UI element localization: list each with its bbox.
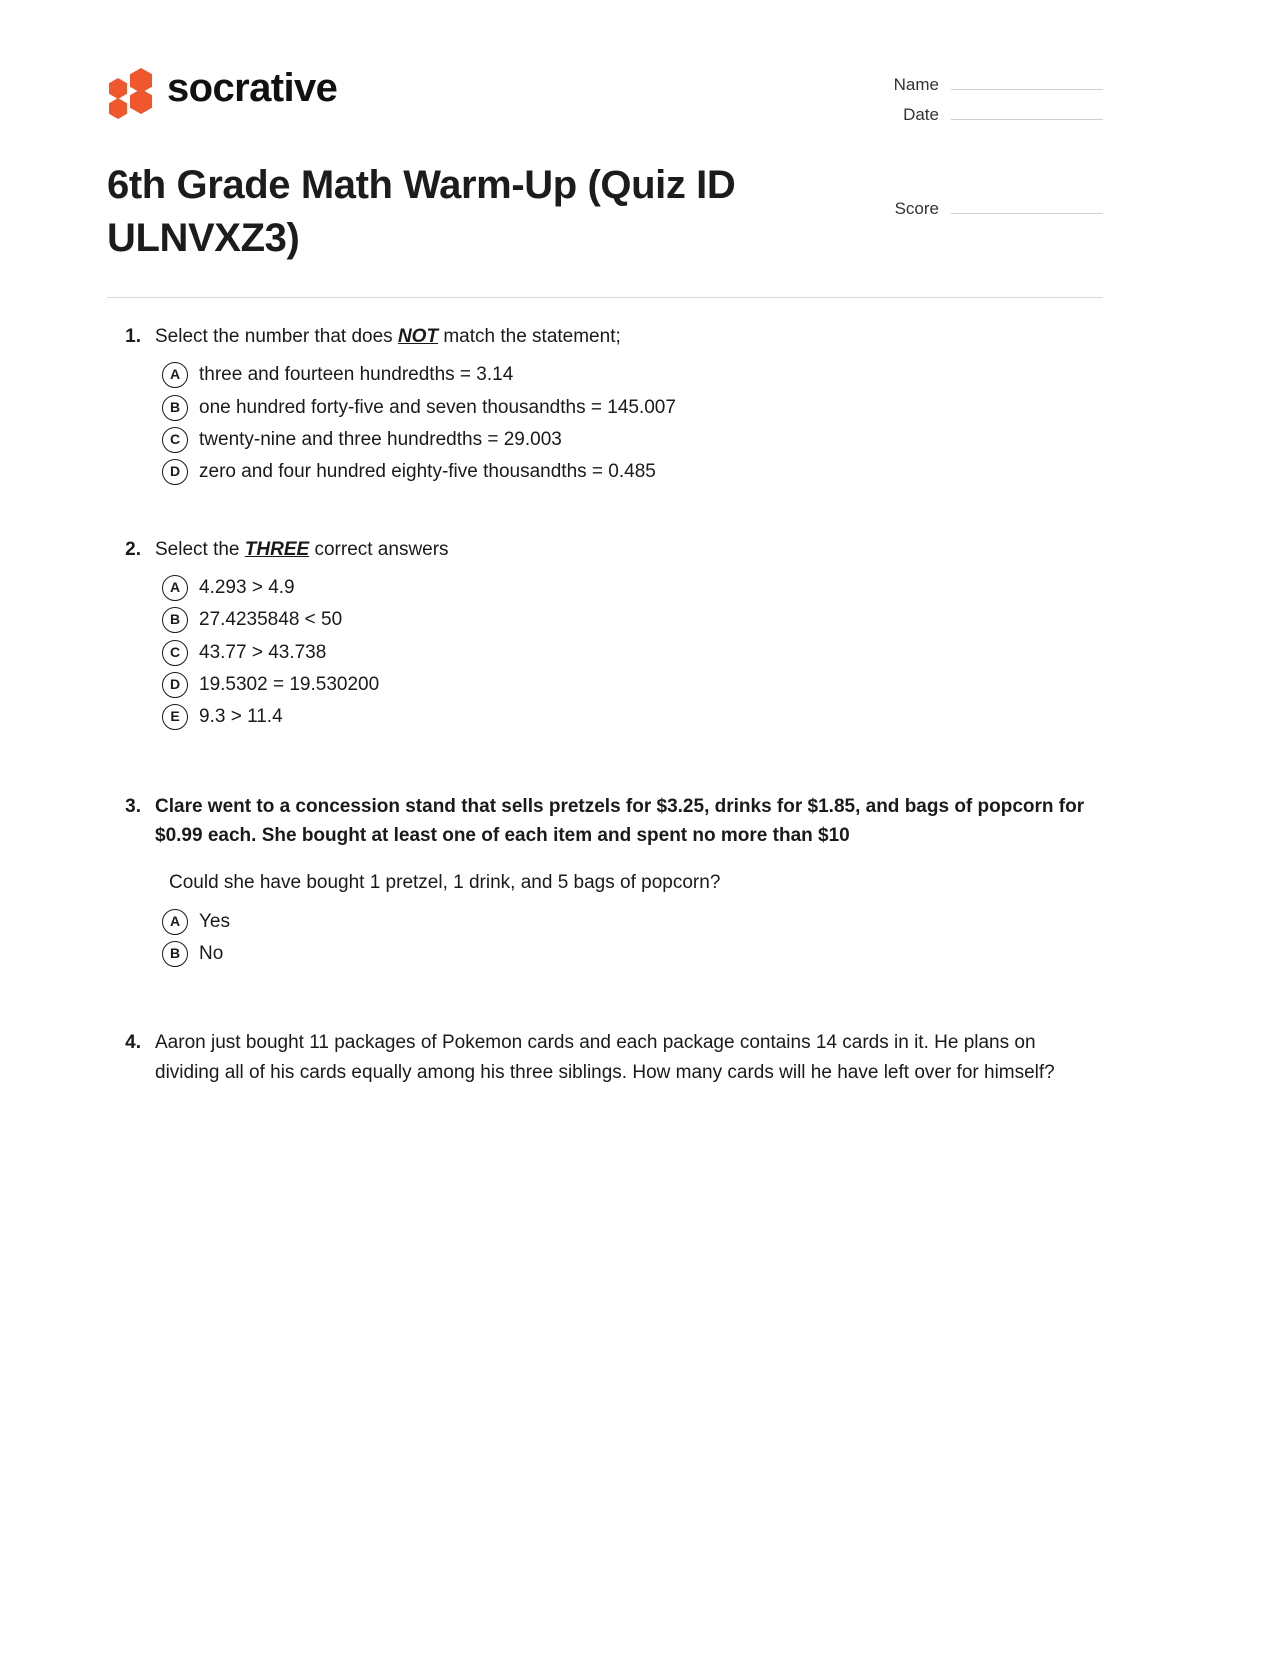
hexagon-middle-left-icon (109, 78, 127, 99)
worksheet-header (107, 58, 1103, 298)
score-field-row (863, 198, 1103, 219)
question-2-choice-b[interactable] (107, 604, 1103, 636)
choice-label: three and fourteen hundredths = 3.14 (199, 364, 514, 386)
question-1-text (155, 322, 1103, 351)
question-1-choice-a[interactable] (107, 359, 1103, 391)
question-4 (107, 1028, 1103, 1087)
question-1 (107, 322, 1103, 489)
question-2-emphasis: THREE (244, 538, 310, 560)
choice-label: twenty-nine and three hundredths = 29.003 (199, 429, 562, 451)
name-label: Name (893, 75, 939, 94)
question-4-header (107, 1028, 1103, 1087)
question-2-choice-d[interactable] (107, 669, 1103, 701)
question-3-choice-a[interactable] (107, 906, 1103, 938)
question-2-text-after: correct answers (309, 538, 449, 560)
hexagon-middle-right-icon (130, 89, 152, 114)
question-1-number: 1. (125, 326, 141, 347)
question-3-number: 3. (125, 795, 141, 817)
name-input-line[interactable] (951, 74, 1103, 90)
student-info-fields (863, 74, 1103, 134)
question-3-text: Clare went to a concession stand that sells pretzels for $3.25, drinks for $1.85, and bags of popcorn for $0.99 each. She bought at least one of each item and spent no more than $10 (155, 795, 1085, 846)
choice-label: Yes (199, 910, 230, 932)
question-2-choice-c[interactable] (107, 637, 1103, 669)
question-3-subtext: Could she have bought 1 pretzel, 1 drink, and 5 bags of popcorn? (169, 872, 721, 894)
score-label: Score (894, 199, 939, 218)
choice-bubble[interactable]: B (162, 941, 188, 967)
question-3-header (107, 792, 1103, 851)
choice-bubble[interactable]: B (162, 395, 188, 421)
choice-bubble[interactable]: E (162, 704, 188, 730)
choice-label: 9.3 > 11.4 (199, 706, 283, 728)
choice-bubble[interactable]: C (162, 640, 188, 666)
question-1-text-before: Select the number that does (155, 326, 398, 347)
score-field (863, 198, 1103, 228)
question-2-choice-a[interactable] (107, 572, 1103, 604)
choice-bubble[interactable]: D (162, 459, 188, 485)
question-1-emphasis: NOT (397, 326, 439, 347)
question-2-text-before: Select the (155, 538, 245, 560)
choice-label: No (199, 943, 224, 965)
question-1-choice-d[interactable] (107, 456, 1103, 488)
socrative-hexagon-logo-icon (107, 65, 153, 111)
choice-label: one hundred forty-five and seven thousandths = 145.007 (199, 396, 676, 418)
question-2-choice-e[interactable] (107, 701, 1103, 733)
choice-label: 4.293 > 4.9 (199, 577, 295, 599)
brand-name: socrative (167, 66, 338, 110)
choice-bubble[interactable]: D (162, 672, 188, 698)
question-list (107, 322, 1103, 1087)
choice-label: 19.5302 = 19.530200 (199, 673, 380, 695)
question-2 (107, 535, 1103, 734)
date-label: Date (903, 105, 939, 124)
question-2-header (107, 535, 1103, 564)
date-field-row (863, 104, 1103, 125)
header-divider (107, 297, 1103, 298)
choice-label: 27.4235848 < 50 (199, 609, 343, 631)
choice-bubble[interactable]: A (162, 362, 188, 388)
question-3-choice-b[interactable] (107, 938, 1103, 970)
question-1-choice-c[interactable] (107, 424, 1103, 456)
choice-bubble[interactable]: B (162, 607, 188, 633)
question-3 (107, 792, 1103, 971)
page-title: 6th Grade Math Warm-Up (Quiz ID ULNVXZ3) (107, 163, 736, 260)
question-2-text (155, 535, 1103, 564)
score-input-line[interactable] (951, 198, 1103, 214)
choice-bubble[interactable]: A (162, 909, 188, 935)
name-field-row (863, 74, 1103, 95)
choice-label: 43.77 > 43.738 (199, 641, 327, 663)
hexagon-bottom-left-icon (109, 98, 127, 119)
choice-bubble[interactable]: C (162, 427, 188, 453)
question-2-number: 2. (125, 538, 141, 560)
question-1-text-after: match the statement; (438, 326, 621, 347)
question-4-number: 4. (125, 1032, 141, 1054)
question-1-choice-b[interactable] (107, 392, 1103, 424)
choice-bubble[interactable]: A (162, 575, 188, 601)
question-1-header (107, 322, 1103, 351)
date-input-line[interactable] (951, 104, 1103, 120)
question-4-text: Aaron just bought 11 packages of Pokemon cards and each package contains 14 cards in it. He plans on dividing all of his cards equally among his three siblings. How many cards will he have left over for himself? (155, 1032, 1055, 1083)
choice-label: zero and four hundred eighty-five thousandths = 0.485 (199, 461, 656, 483)
